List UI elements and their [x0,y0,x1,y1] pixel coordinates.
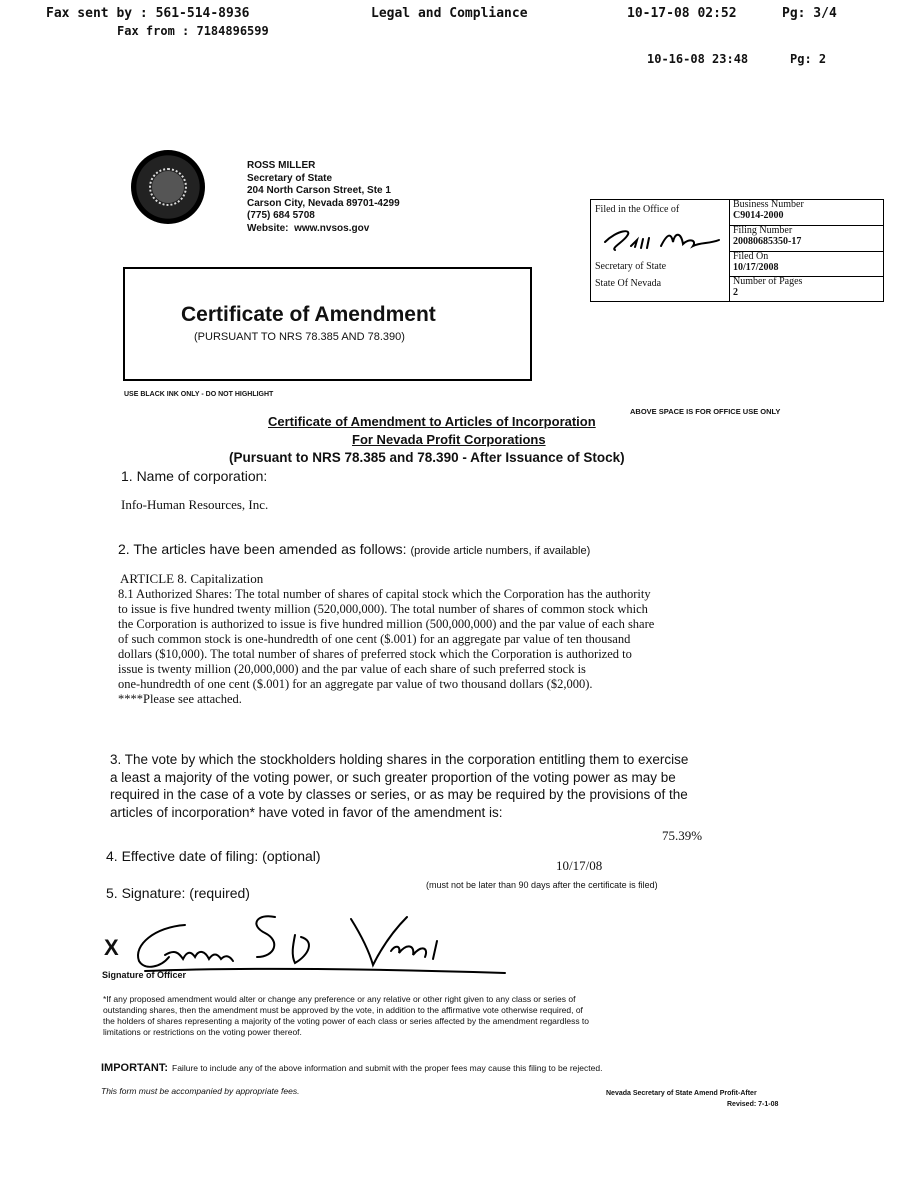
pages-value: 2 [733,286,738,298]
q1-corporation-name: Info-Human Resources, Inc. [121,497,269,512]
secretary-of-state-label: Secretary of State [595,261,667,272]
secretary-name: ROSS MILLER [247,160,316,171]
heading-line-1: Certificate of Amendment to Articles of Incorporation [268,414,596,429]
signature-caption: Signature of Officer [102,970,187,980]
filed-on-value: 10/17/2008 [733,261,779,273]
q3-text [110,751,688,821]
footnote-line: the holders of shares representing a majority of the voting power of each class or series affected by the amendment regardless to [103,1016,590,1026]
filed-in-office-label: Filed in the Office of [595,204,680,215]
website-url: www.nvsos.gov [294,222,370,234]
secretary-title: Secretary of State [247,172,333,184]
secretary-website-line [247,223,400,236]
business-number-cell [730,200,883,226]
pages-cell [730,277,883,301]
fax-sent-by: Fax sent by : 561-514-8936 [46,6,250,21]
fax-datetime-2: 10-16-08 23:48 [647,52,749,66]
important-label: IMPORTANT: [101,1062,169,1074]
article-line: to issue is five hundred twenty million (520,000,000). The total number of shares of common stock which [118,602,648,616]
filing-number-cell [730,226,883,252]
filing-number-value: 20080685350-17 [733,235,802,247]
vote-percentage: 75.39% [662,828,703,843]
q3-line: 3. The vote by which the stockholders holding shares in the corporation entitling them to exercise [110,752,689,767]
secretary-address-1: 204 North Carson Street, Ste 1 [247,185,391,196]
pages-label: Number of Pages [733,276,803,287]
office-use-note: ABOVE SPACE IS FOR OFFICE USE ONLY [630,407,781,416]
fax-from: Fax from : 7184896599 [117,24,269,38]
heading-line-2: For Nevada Profit Corporations [352,432,546,447]
fees-note: This form must be accompanied by appropriate fees. [101,1086,300,1096]
secretary-address-2: Carson City, Nevada 89701-4299 [247,197,400,209]
filing-office-cell [591,200,730,301]
q2-hint: (provide article numbers, if available) [410,545,591,557]
signature-x-mark: X [104,935,119,960]
secretary-phone: (775) 684 5708 [247,210,315,221]
article-text [118,587,818,707]
filed-on-label: Filed On [733,251,769,262]
q3-line: required in the case of a vote by classes or series, or as may be required by the provisions of the [110,787,688,802]
article-line: issue is twenty million (20,000,000) and the par value of each share of such preferred stock is [118,662,586,676]
footnote-line: outstanding shares, then the amendment must be approved by the vote, in addition to the affirmative vote otherwise required, of [103,1005,583,1015]
form-id: Nevada Secretary of State Amend Profit-After [606,1090,757,1097]
nevada-state-seal-icon [131,150,205,224]
important-text: Failure to include any of the above information and submit with the proper fees may cause this filing to be rejected. [172,1063,603,1073]
footnote-line: limitations or restrictions on the voting power thereof. [103,1027,302,1037]
footnote [103,994,589,1038]
article-line: the Corporation is authorized to issue is five hundred million (500,000,000) and the par value of each share [118,617,655,631]
q3-line: articles of incorporation* have voted in favor of the amendment is: [110,804,503,820]
q3-line: a least a majority of the voting power, or such greater proportion of the voting power as may be [110,769,676,785]
heading-line-3: (Pursuant to NRS 78.385 and 78.390 - After Issuance of Stock) [229,450,625,465]
fax-department: Legal and Compliance [371,6,528,21]
q2-label-line [118,541,590,559]
form-revised: Revised: 7-1-08 [727,1101,779,1108]
fax-page-2: Pg: 2 [790,52,827,66]
filed-on-cell [730,252,883,277]
certificate-title: Certificate of Amendment [181,303,436,326]
article-line: dollars ($10,000). The total number of shares of preferred stock which the Corporation is authorized to [118,647,632,661]
article-heading: ARTICLE 8. Capitalization [120,571,264,586]
article-line: ****Please see attached. [118,692,242,706]
filing-info-box [590,199,884,302]
effective-date-note: (must not be later than 90 days after the certificate is filed) [426,880,658,890]
q1-label: 1. Name of corporation: [121,468,268,484]
article-line: one-hundredth of one cent ($.001) for an aggregate par value of two thousand dollars ($2,000). [118,677,593,691]
footnote-line: *If any proposed amendment would alter or change any preference or any relative or other right given to any class or series of [103,994,576,1004]
article-line: 8.1 Authorized Shares: The total number of shares of capital stock which the Corporation has the authority [118,587,651,601]
filing-number-label: Filing Number [733,225,793,236]
secretary-address-block [247,160,400,235]
fax-page: Pg: 3/4 [782,6,837,21]
important-line [101,1058,602,1076]
website-label: Website: [247,222,289,234]
certificate-title-box [123,267,532,381]
q5-label: 5. Signature: (required) [106,885,250,901]
business-number-value: C9014-2000 [733,209,784,221]
q4-label: 4. Effective date of filing: (optional) [106,848,321,864]
secretary-signature-icon [597,222,725,252]
article-line: of such common stock is one-hundredth of one cent ($.001) for an aggregate par value of ten thousand [118,632,631,646]
effective-date: 10/17/08 [556,858,603,873]
business-number-label: Business Number [733,199,804,210]
fax-datetime: 10-17-08 02:52 [627,6,737,21]
certificate-subtitle: (PURSUANT TO NRS 78.385 AND 78.390) [194,331,405,343]
q2-label: 2. The articles have been amended as follows: [118,541,407,557]
black-ink-note: USE BLACK INK ONLY - DO NOT HIGHLIGHT [124,391,274,398]
state-label: State Of Nevada [595,278,662,289]
